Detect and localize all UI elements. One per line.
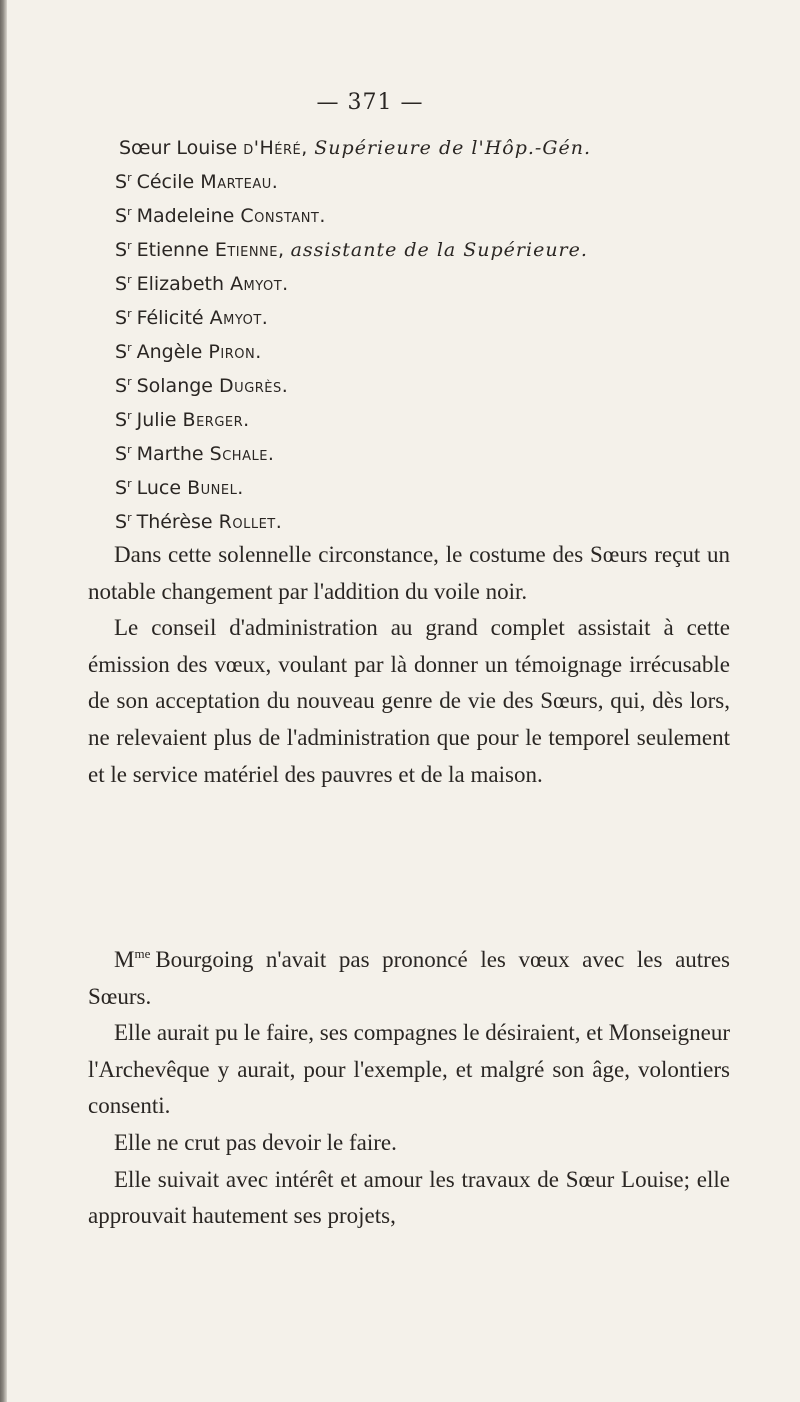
sister-abbrev-sup: r — [127, 239, 132, 252]
paragraph: Elle suivait avec intérêt et amour les travaux de Sœur Louise; elle approuvait hautement ses projets, — [88, 1166, 730, 1229]
sister-first-name: Luce — [136, 477, 182, 499]
header-line — [119, 133, 755, 163]
sister-first-name: Félicité — [136, 307, 204, 329]
sister-entry — [115, 197, 755, 231]
page-edge-shadow — [0, 0, 7, 1402]
sister-entry — [115, 503, 755, 537]
sister-first-name: Julie — [136, 409, 177, 431]
sister-first-name: Angèle — [136, 341, 203, 363]
sister-abbrev-sup: r — [127, 341, 132, 354]
sister-first-name: Etienne — [136, 239, 209, 261]
sister-first-name: Elizabeth — [136, 273, 225, 295]
sister-abbrev: S — [115, 409, 128, 431]
sister-abbrev: S — [115, 477, 128, 499]
sister-first-name: Madeleine — [136, 205, 235, 227]
sister-abbrev: S — [115, 511, 128, 533]
sister-abbrev: S — [115, 171, 128, 193]
sister-last-name: Marteau. — [200, 171, 279, 193]
header-title: Supérieure de l'Hôp.-Gén. — [314, 137, 592, 159]
sister-first-name: Thérèse — [136, 511, 213, 533]
sister-entry — [115, 231, 755, 265]
sister-abbrev: S — [115, 443, 128, 465]
paragraph: Le conseil d'administration au grand complet assistait à cette émission des vœux, voulant par là donner un témoignage irrécusable de son acceptation du nouveau genre de vie des Sœurs, qui, dès lors, ne relevaient plus de l'administration que pour le temporel seulement et le service matériel des pauvres et de la maison. — [88, 615, 730, 787]
mme-text: Bourgoing n'avait pas prononcé les vœux avec les autres Sœurs. — [88, 947, 730, 1009]
sister-last-name: Amyot. — [230, 273, 289, 295]
page-number: — 371 — — [316, 90, 424, 115]
sister-abbrev: S — [115, 273, 128, 295]
sister-abbrev: S — [115, 375, 128, 397]
sister-entry — [115, 163, 755, 197]
sister-abbrev: S — [115, 341, 128, 363]
sister-entry — [115, 401, 755, 435]
sister-entry — [115, 333, 755, 367]
sister-entry — [115, 469, 755, 503]
sister-abbrev: S — [115, 307, 128, 329]
sister-first-name: Marthe — [136, 443, 204, 465]
sister-last-name: Bunel. — [187, 477, 244, 499]
sister-last-name: Etienne, — [214, 239, 285, 261]
sister-last-name: Piron. — [208, 341, 262, 363]
sister-abbrev-sup: r — [127, 477, 132, 490]
paragraph: Dans cette solennelle circonstance, le costume des Sœurs reçut un notable changement par l'addition du voile noir. — [88, 542, 730, 604]
text-block-2 — [88, 936, 730, 1235]
sisters-list — [115, 133, 755, 537]
paragraph-mme — [88, 936, 730, 1015]
header-name: Sœur Louise — [119, 137, 244, 159]
sister-last-name: Schale. — [209, 443, 275, 465]
header-name-smallcaps: d'Héré, — [243, 137, 315, 159]
text-block-1 — [88, 537, 730, 793]
sister-abbrev-sup: r — [127, 511, 132, 524]
mme-sup: me — [134, 946, 151, 961]
sister-abbrev-sup: r — [127, 171, 132, 184]
sister-last-name: Constant. — [240, 205, 326, 227]
sister-last-name: Berger. — [182, 409, 250, 431]
sister-last-name: Rollet. — [218, 511, 283, 533]
sister-entry — [115, 299, 755, 333]
mme-abbrev: M — [114, 947, 135, 972]
sister-entry — [115, 265, 755, 299]
sister-first-name: Cécile — [136, 171, 195, 193]
sister-abbrev-sup: r — [127, 409, 132, 422]
sister-abbrev-sup: r — [127, 443, 132, 456]
sister-abbrev: S — [115, 205, 128, 227]
sister-role: assistante de la Supérieure. — [290, 239, 588, 261]
sister-last-name: Dugrès. — [219, 375, 289, 397]
sister-abbrev-sup: r — [127, 307, 132, 320]
paragraph: Elle ne crut pas devoir le faire. — [114, 1129, 397, 1155]
sister-abbrev: S — [115, 239, 128, 261]
sister-lines — [115, 163, 755, 537]
sister-abbrev-sup: r — [127, 375, 132, 388]
paragraph: Elle aurait pu le faire, ses compagnes le désiraient, et Monseigneur l'Archevêque y aurait, pour l'exemple, et malgré son âge, volontiers consenti. — [88, 1020, 730, 1119]
sister-last-name: Amyot. — [209, 307, 269, 329]
sister-entry — [115, 367, 755, 401]
sister-entry — [115, 435, 755, 469]
sister-abbrev-sup: r — [127, 273, 132, 286]
sister-abbrev-sup: r — [127, 205, 132, 218]
sister-first-name: Solange — [136, 375, 213, 397]
